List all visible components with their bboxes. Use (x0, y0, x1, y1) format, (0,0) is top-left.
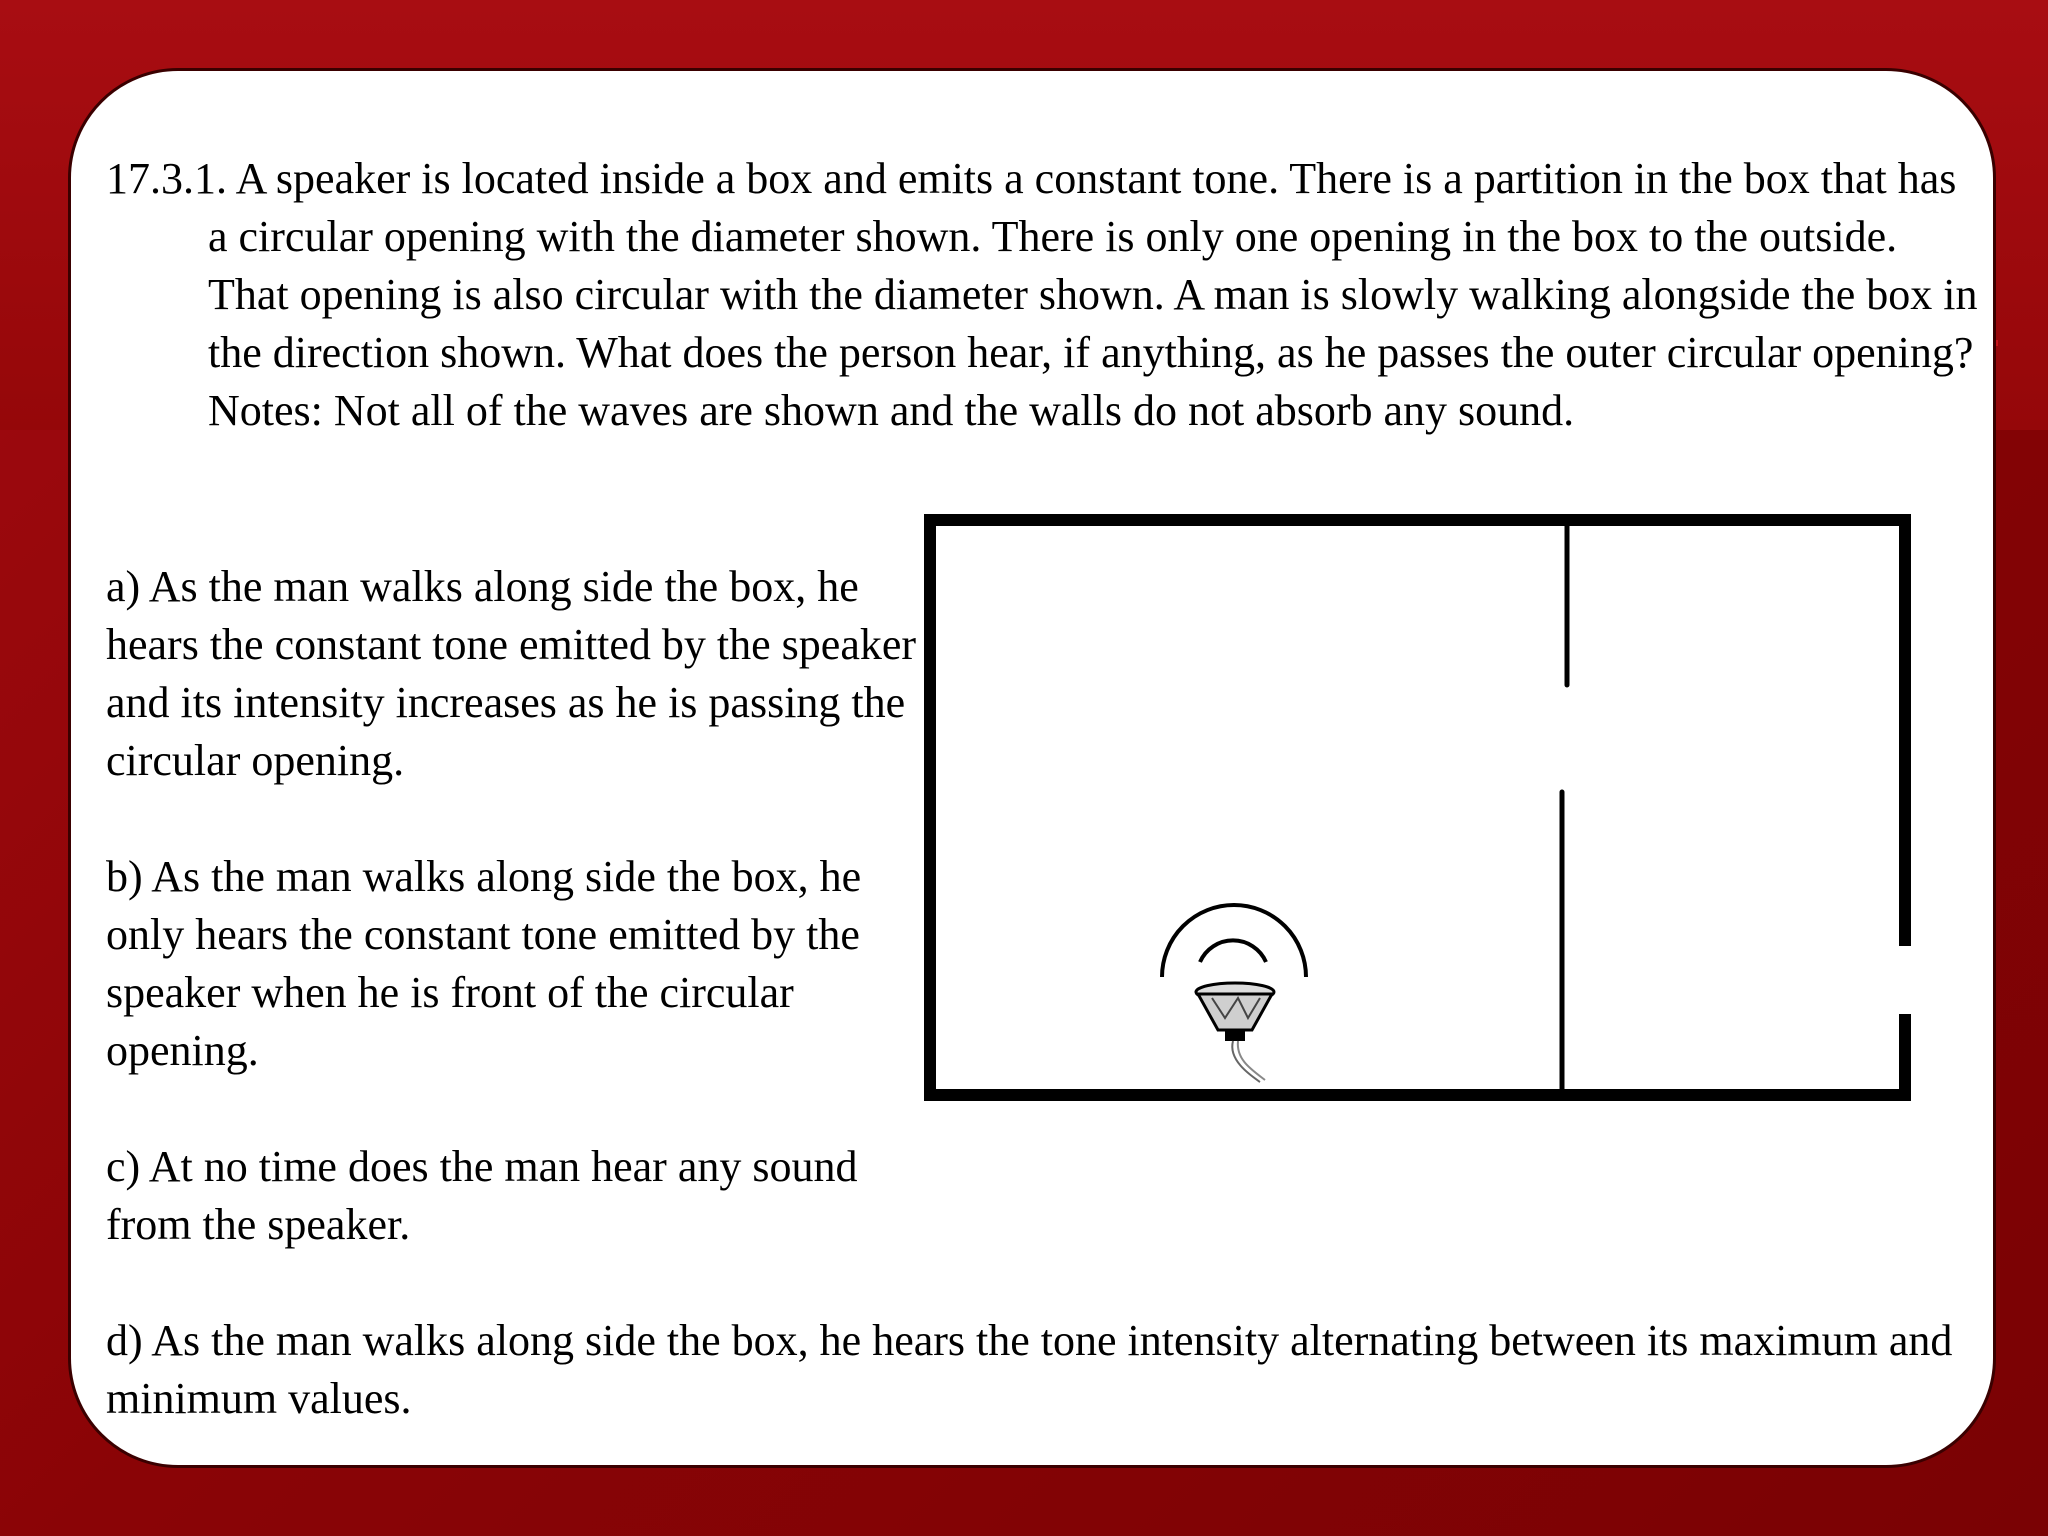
speaker-magnet (1225, 1031, 1245, 1041)
speaker-icon (1162, 905, 1306, 1082)
box-walls (930, 520, 1905, 1095)
option-b (106, 848, 926, 1080)
option-d-text: d) As the man walks along side the box, he hears the tone intensity alternating between its maximum and minimum values. (106, 1316, 1953, 1423)
speaker-wire (1232, 1041, 1260, 1082)
box-outline (930, 520, 1905, 1095)
sound-wave-inner (1200, 940, 1266, 962)
speaker-cone (1198, 994, 1272, 1030)
option-a-text: a) As the man walks along side the box, he hears the constant tone emitted by the speaker and its intensity increases as he is passing the circular opening. (106, 562, 917, 785)
option-a (106, 558, 926, 790)
question-text: 17.3.1. A speaker is located inside a box and emits a constant tone. There is a partition in the box that has a circular opening with the diameter shown. There is only one opening in the box to the outside. That opening is also circular with the diameter shown. A man is slowly walking alongside the box in the direction shown. What does the person hear, if anything, as he passes the outer circular opening? Notes: Not all of the waves are shown and the walls do not absorb any sound. (106, 154, 1978, 435)
speaker-wire-2 (1238, 1041, 1265, 1080)
partition-wall (1562, 524, 1567, 1090)
box-diagram (900, 500, 2000, 1120)
option-b-text: b) As the man walks along side the box, he only hears the constant tone emitted by the speaker when he is front of the circular opening. (106, 852, 862, 1075)
option-d (106, 1312, 1986, 1428)
option-c-text: c) At no time does the man hear any sound from the speaker. (106, 1142, 858, 1249)
option-c (106, 1138, 926, 1254)
question-block (106, 150, 1986, 440)
